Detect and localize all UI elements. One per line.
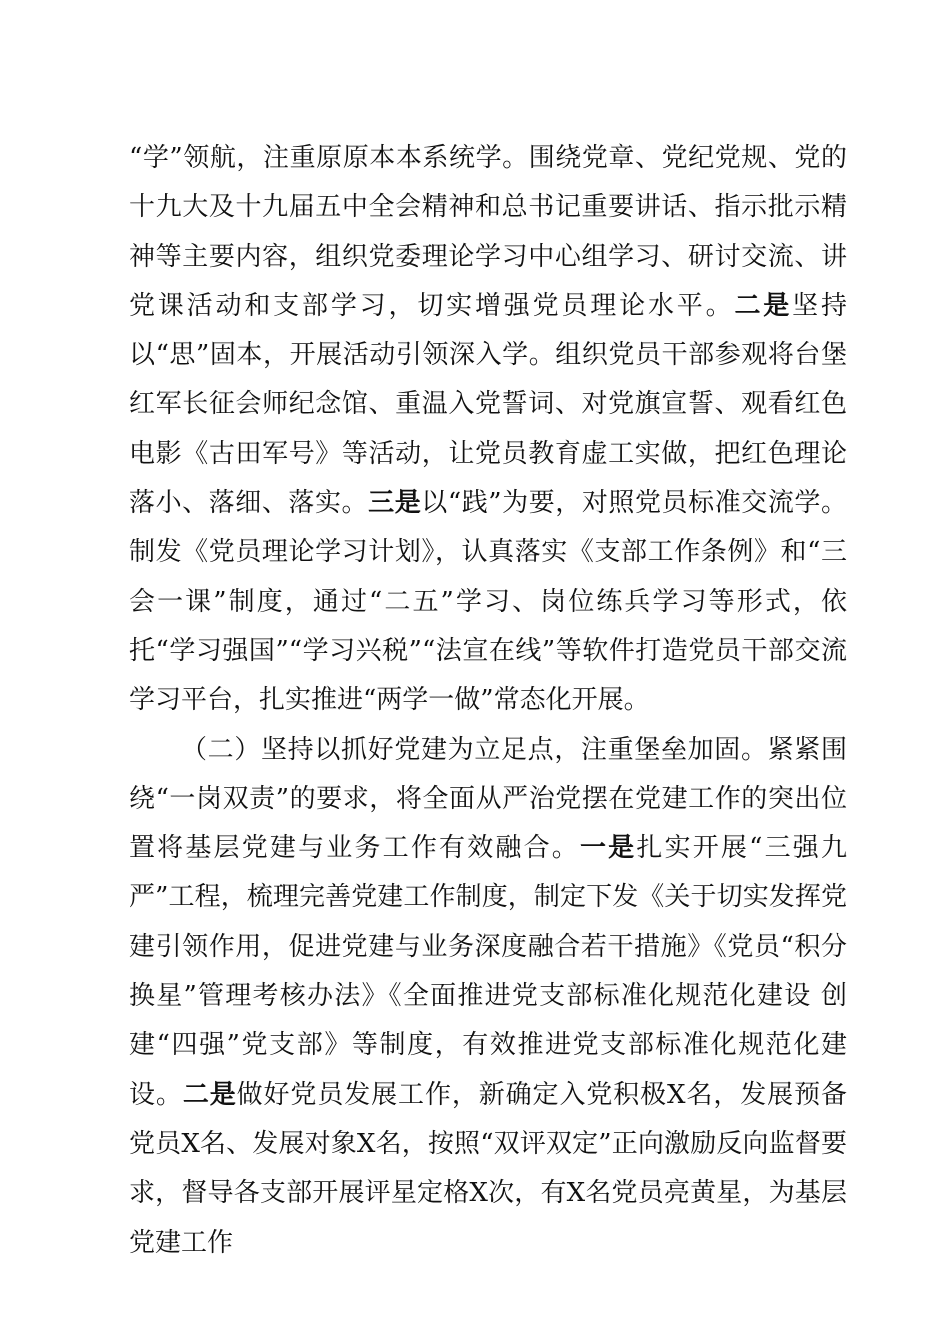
text-run: 做好党员发展工作，新确定入党积极X名，发展预备党员X名、发展对象X名，按照“双评双定”正向激励反向监督要求，督导各支部开展评星定格X次，有X名党员亮黄星，为基层党建工作 [129,1079,847,1258]
paragraph-party-building [129,726,847,1268]
ordinal-marker: 二是 [182,1079,237,1110]
ordinal-marker: 二是 [734,290,793,321]
text-run: 坚持以“思”固本，开展活动引领深入学。组织党员干部参观将台堡红军长征会师纪念馆、重温入党誓词、对党旗宣誓、观看红色电影《古田军号》等活动，让党员教育虚工实做，把红色理论落小、落细、落实。 [129,290,847,519]
ordinal-marker: 三是 [368,488,422,519]
text-run: 以“践”为要，对照党员标准交流学。制发《党员理论学习计划》，认真落实《支部工作条例》和“三会一课”制度，通过“二五”学习、岗位练兵学习等形式，依托“学习强国”“学习兴税”“法宣在线”等软件打造党员干部交流学习平台，扎实推进“两学一做”常态化开展。 [129,488,847,716]
ordinal-marker: 一是 [580,833,637,864]
text-run: 扎实开展“三强九严”工程，梳理完善党建工作制度，制定下发《关于切实发挥党建引领作用，促进党建与业务深度融合若干措施》《党员“积分换星”管理考核办法》《全面推进党支部标准化规范化建设 创建“四强”党支部》等制度，有效推进党支部标准化规范化建设。 [129,833,847,1110]
text-run: “学”领航，注重原原本本系统学。围绕党章、党纪党规、党的十九大及十九届五中全会精神和总书记重要讲话、指示批示精神等主要内容，组织党委理论学习中心组学习、研讨交流、讲党课活动和支部学习，切实增强党员理论水平。 [129,143,847,321]
text-run: 紧紧围绕“一岗双责”的要求，将全面从严治党摆在党建工作的突出位置将基层党建与业务工作有效融合。 [129,734,847,864]
document-body [129,134,847,1268]
paragraph-learning [129,134,847,726]
section-heading: （二）坚持以抓好党建为立足点，注重堡垒加固。 [181,734,768,765]
